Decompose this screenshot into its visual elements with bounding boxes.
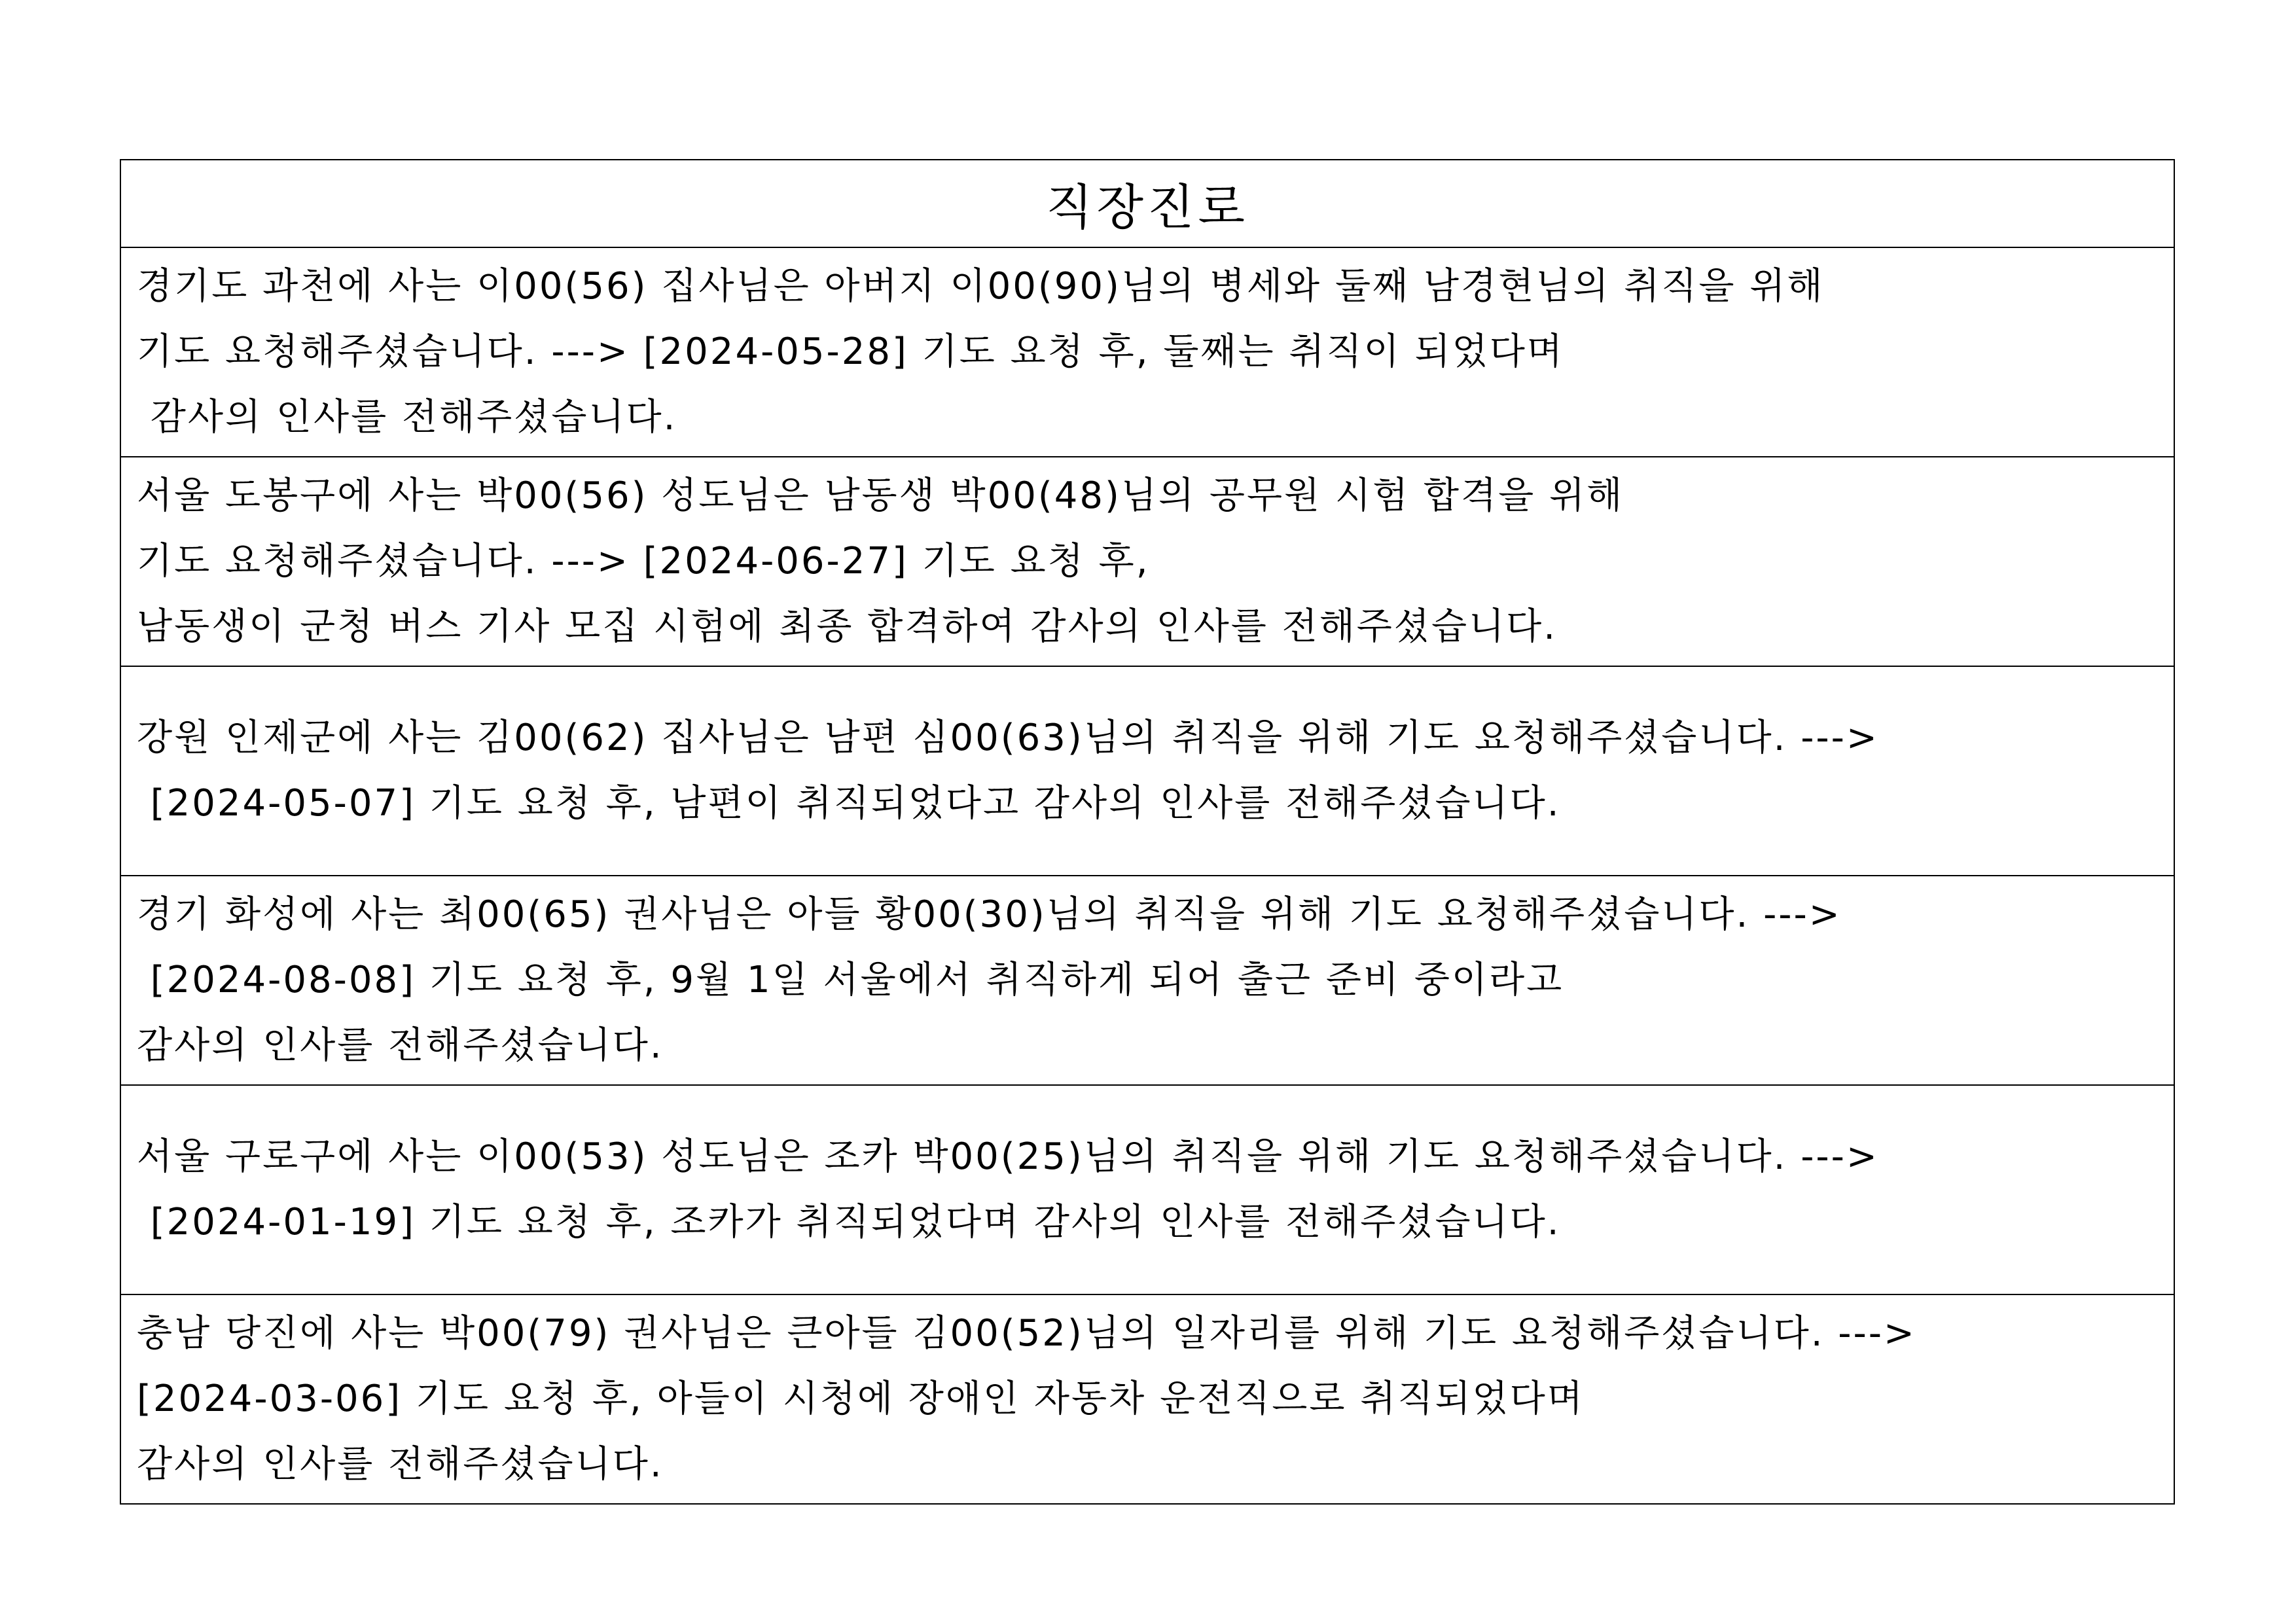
entry-cell <box>120 1085 2174 1294</box>
table-row <box>120 876 2174 1085</box>
entry-line: 강원 인제군에 사는 김00(62) 집사님은 남편 심00(63)님의 취직을 위해 기도 요청해주셨습니다. ---> <box>137 717 1879 759</box>
entry-line: [2024-01-19] 기도 요청 후, 조카가 취직되었다며 감사의 인사를 전해주셨습니다. <box>137 1201 1561 1243</box>
entry-line: 경기도 과천에 사는 이00(56) 집사님은 아버지 이00(90)님의 병세와 둘째 남경현님의 취직을 위해 <box>137 265 1825 308</box>
prayer-testimony-table <box>120 159 2175 1505</box>
entry-cell <box>120 247 2174 457</box>
entry-line: 기도 요청해주셨습니다. ---> [2024-05-28] 기도 요청 후, 둘째는 취직이 되었다며 <box>137 330 1564 373</box>
entry-line: 서울 도봉구에 사는 박00(56) 성도님은 남동생 박00(48)님의 공무원 시험 합격을 위해 <box>137 474 1624 517</box>
entry-line: 서울 구로구에 사는 이00(53) 성도님은 조카 박00(25)님의 취직을 위해 기도 요청해주셨습니다. ---> <box>137 1135 1879 1178</box>
entry-line: 감사의 인사를 전해주셨습니다. <box>137 396 677 438</box>
table-row <box>120 247 2174 457</box>
entry-cell <box>120 666 2174 876</box>
entry-line: [2024-03-06] 기도 요청 후, 아들이 시청에 장애인 자동차 운전직으로 취직되었다며 <box>137 1378 1585 1420</box>
entry-line: 경기 화성에 사는 최00(65) 권사님은 아들 황00(30)님의 취직을 위해 기도 요청해주셨습니다. ---> <box>137 893 1842 936</box>
entry-line: [2024-05-07] 기도 요청 후, 남편이 취직되었다고 감사의 인사를 전해주셨습니다. <box>137 782 1561 825</box>
entry-line: [2024-08-08] 기도 요청 후, 9월 1일 서울에서 취직하게 되어 출근 준비 중이라고 <box>137 959 1564 1001</box>
title-row <box>120 160 2174 247</box>
table-row <box>120 1294 2174 1504</box>
entry-line: 감사의 인사를 전해주셨습니다. <box>137 1443 664 1486</box>
entry-line: 기도 요청해주셨습니다. ---> [2024-06-27] 기도 요청 후, <box>137 540 1150 582</box>
entry-cell <box>120 876 2174 1085</box>
table-title: 직장진로 <box>120 160 2174 247</box>
table-row <box>120 457 2174 666</box>
entry-line: 남동생이 군청 버스 기사 모집 시험에 최종 합격하여 감사의 인사를 전해주셨습니다. <box>137 605 1558 648</box>
entry-line: 감사의 인사를 전해주셨습니다. <box>137 1024 664 1067</box>
table-row <box>120 1085 2174 1294</box>
entry-cell <box>120 1294 2174 1504</box>
table-row <box>120 666 2174 876</box>
entry-cell <box>120 457 2174 666</box>
entry-line: 충남 당진에 사는 박00(79) 권사님은 큰아들 김00(52)님의 일자리를 위해 기도 요청해주셨습니다. ---> <box>137 1312 1916 1355</box>
